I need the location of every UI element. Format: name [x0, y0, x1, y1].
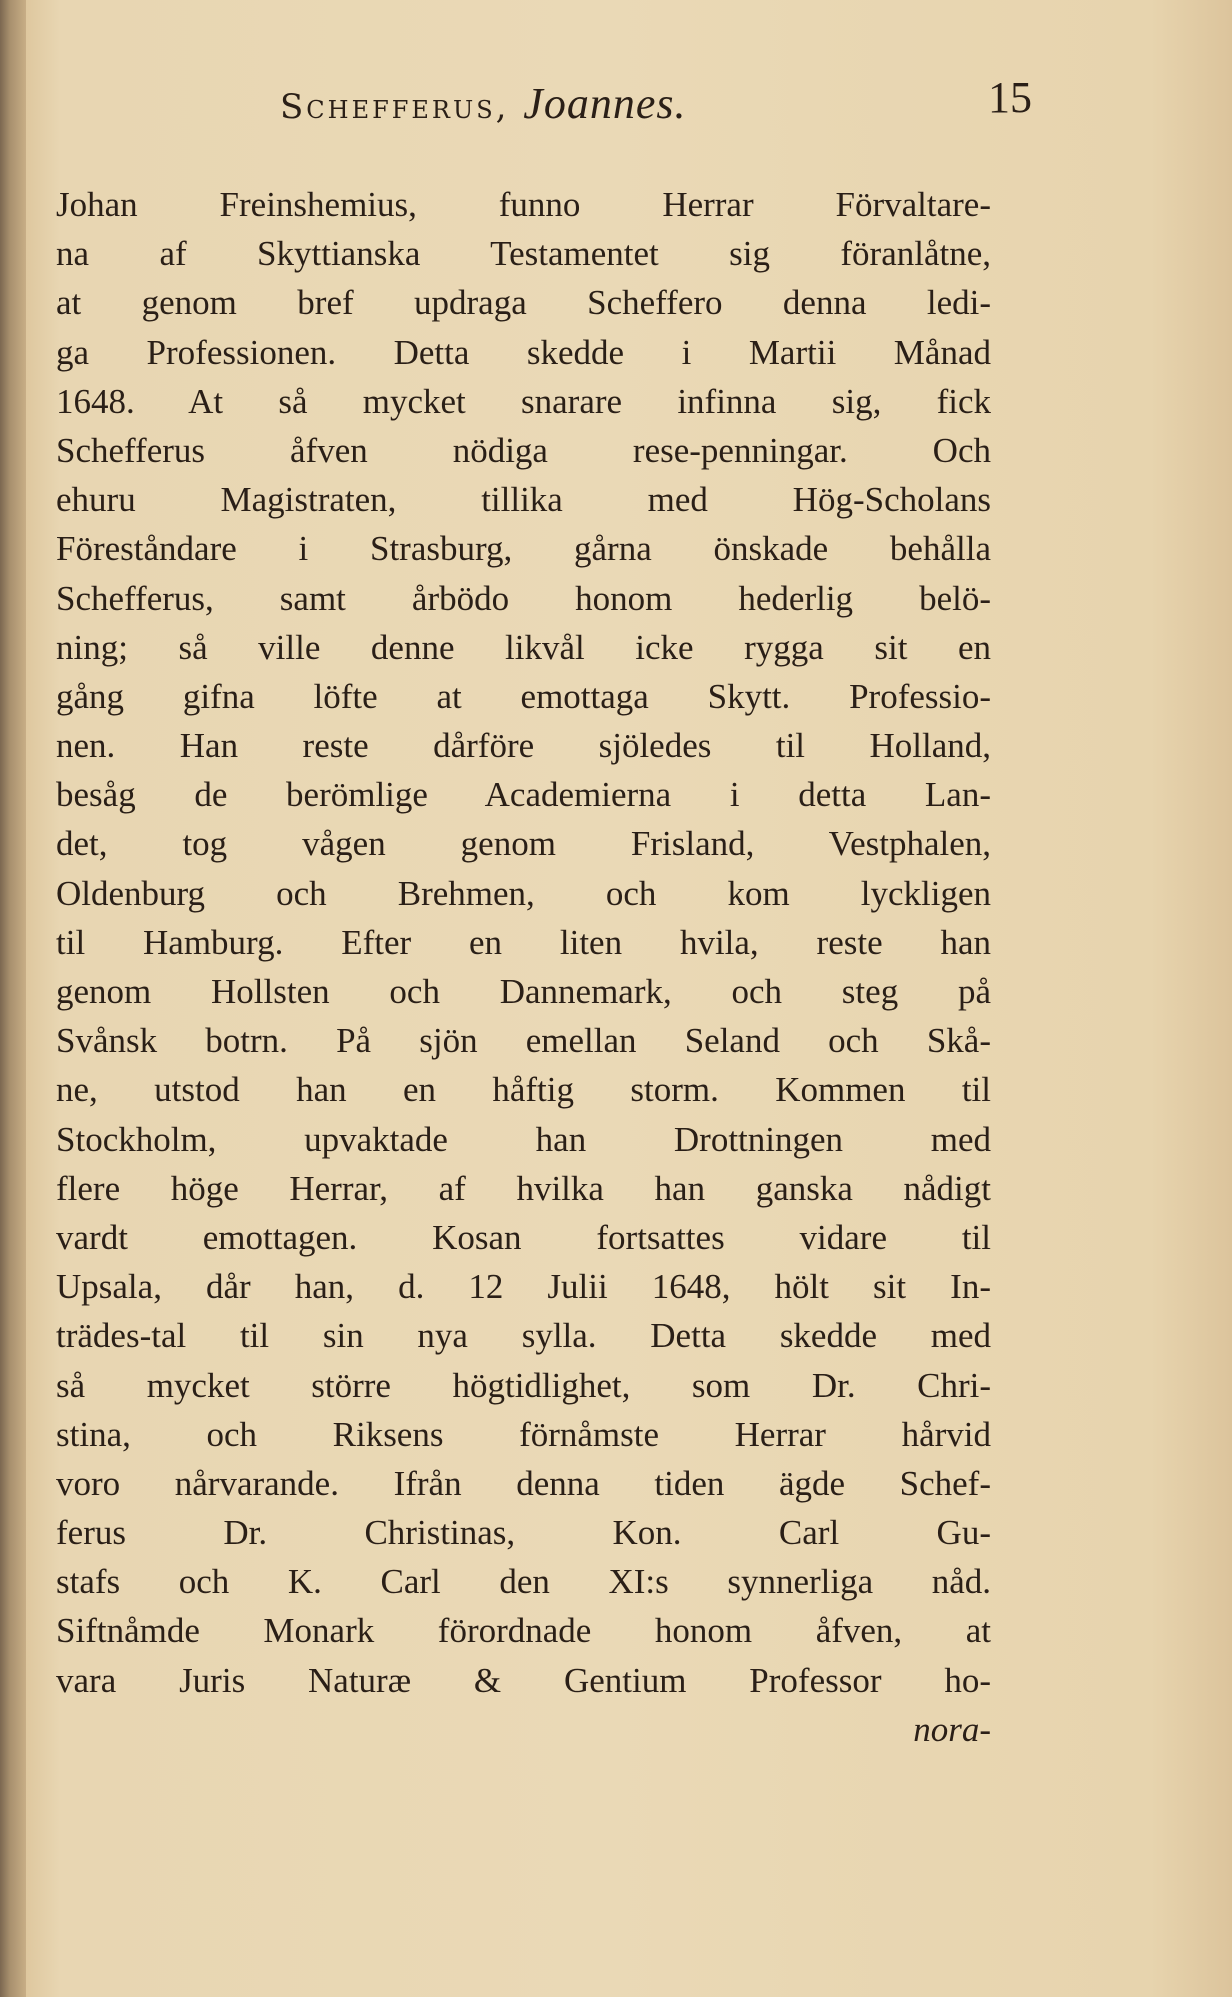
text-line: Siftnåmde Monark förordnade honom åfven, at	[56, 1611, 991, 1651]
text-line: Schefferus åfven nödiga rese-penningar. Och	[56, 430, 991, 470]
text-line: Upsala, dår han, d. 12 Julii 1648, hölt sit In-	[56, 1267, 991, 1307]
text-line: Oldenburg och Brehmen, och kom lyckligen	[56, 873, 991, 913]
text-line: ne, utstod han en håftig storm. Kommen til	[56, 1070, 991, 1110]
text-line: ga Professionen. Detta skedde i Martii Månad	[56, 332, 991, 372]
running-head	[280, 78, 686, 129]
text-line: Schefferus, samt årbödo honom hederlig belö-	[56, 578, 991, 618]
text-line: vara Juris Naturæ & Gentium Professor ho-	[56, 1660, 991, 1700]
text-line: besåg de berömlige Academierna i detta Lan-	[56, 775, 991, 815]
text-line: Stockholm, upvaktade han Drottningen med	[56, 1119, 991, 1159]
text-line: ehuru Magistraten, tillika med Hög-Scholans	[56, 480, 991, 520]
text-line: Svånsk botrn. På sjön emellan Seland och Skå-	[56, 1021, 991, 1061]
text-line: gång gifna löfte at emottaga Skytt. Professio-	[56, 676, 991, 716]
catchword: nora-	[913, 1709, 991, 1749]
page-number: 15	[988, 73, 1032, 122]
text-line: så mycket större högtidlighet, som Dr. Chri-	[56, 1365, 991, 1405]
text-line: Föreståndare i Strasburg, gårna önskade behålla	[56, 529, 991, 569]
text-line: Johan Freinshemius, funno Herrar Förvaltare-	[56, 185, 991, 224]
page-header	[280, 72, 1032, 132]
running-head-surname: Schefferus,	[280, 87, 510, 127]
text-line: det, tog vågen genom Frisland, Vestphalen,	[56, 824, 991, 864]
text-line: stafs och K. Carl den XI:s synnerliga nåd.	[56, 1562, 991, 1602]
running-head-given-name: Joannes.	[523, 79, 687, 128]
text-line: til Hamburg. Efter en liten hvila, reste han	[56, 922, 991, 962]
text-line: at genom bref updraga Scheffero denna ledi-	[56, 283, 991, 323]
text-line: 1648. At så mycket snarare infinna sig, fick	[56, 381, 991, 421]
text-line: vardt emottagen. Kosan fortsattes vidare til	[56, 1217, 991, 1257]
text-line: ning; så ville denne likvål icke rygga sit en	[56, 627, 991, 667]
page-gutter	[0, 0, 26, 1997]
text-line: na af Skyttianska Testamentet sig föranlåtne,	[56, 234, 991, 274]
text-line: genom Hollsten och Dannemark, och steg på	[56, 972, 991, 1011]
body-text	[56, 180, 991, 1754]
text-line: flere höge Herrar, af hvilka han ganska nådigt	[56, 1168, 991, 1208]
text-line: voro nårvarande. Ifrån denna tiden ägde Schef-	[56, 1463, 991, 1503]
text-line: trädes-tal til sin nya sylla. Detta skedde med	[56, 1316, 991, 1356]
text-line: ferus Dr. Christinas, Kon. Carl Gu-	[56, 1513, 991, 1553]
text-line: nen. Han reste dårföre sjöledes til Holland,	[56, 726, 991, 766]
text-line: stina, och Riksens förnåmste Herrar hårvid	[56, 1414, 991, 1454]
